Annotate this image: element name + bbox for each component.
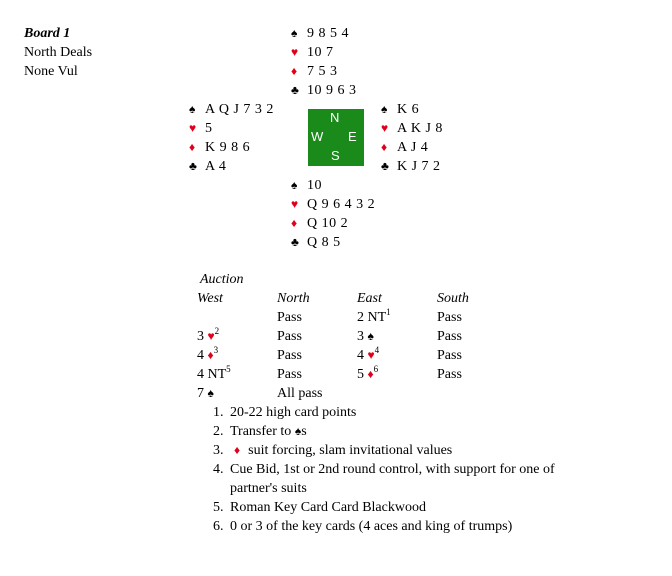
auction-bid: Pass (277, 367, 302, 382)
club-icon: ♣ (291, 83, 299, 97)
heart-icon: ♥ (291, 45, 299, 59)
dealer-label: North Deals (24, 45, 93, 60)
west-diamonds: ♦ K 9 8 6 (189, 140, 251, 155)
compass-south: S (331, 148, 340, 163)
auction-note: partner's suits (230, 481, 307, 496)
auction-bid: 2 $NT^1$ (357, 307, 391, 325)
auction-bid: Pass (437, 310, 462, 325)
auction-bid: 4 $NT^5$ (197, 364, 231, 382)
auction-bid: 3 ♠ (357, 329, 374, 344)
club-icon: ♣ (189, 159, 197, 173)
auction-bid: Pass (277, 329, 302, 344)
south-hearts: ♥ Q 9 6 4 3 2 (291, 197, 376, 212)
south-spades: ♠ 10 (291, 178, 322, 193)
auction-header-east: East (357, 291, 382, 306)
heart-icon: ♥ (381, 121, 389, 135)
west-hand (189, 100, 274, 176)
compass-east: E (348, 129, 357, 144)
auction-bid: Pass (437, 367, 462, 382)
diamond-icon: ♦ (381, 140, 388, 154)
auction-note: 1. 20-22 high card points (213, 405, 357, 420)
auction-title: Auction (200, 272, 244, 287)
auction-bid: Pass (277, 348, 302, 363)
spade-icon: ♠ (189, 102, 196, 116)
heart-icon: ♥ (367, 348, 375, 362)
auction-bid: 4 ♦$^3$ (197, 345, 219, 363)
compass-north: N (330, 110, 340, 125)
east-hearts: ♥ A K J 8 (381, 121, 443, 136)
north-clubs: ♣ 10 9 6 3 (291, 83, 357, 98)
compass-west: W (311, 129, 324, 144)
diamond-icon: ♦ (367, 367, 374, 381)
north-spades: ♠ 9 8 5 4 (291, 26, 349, 41)
board-title: Board 1 (24, 26, 71, 41)
auction-bid: 7 ♠ (197, 386, 214, 401)
auction-bid: 5 ♦$^6$ (357, 364, 379, 382)
spade-icon: ♠ (367, 329, 374, 343)
spade-icon: ♠ (291, 178, 298, 192)
auction-note: 6. 0 or 3 of the key cards (4 aces and king of trumps) (213, 519, 513, 534)
east-clubs: ♣ K J 7 2 (381, 159, 441, 174)
auction-header-west: West (197, 291, 223, 306)
east-diamonds: ♦ A J 4 (381, 140, 429, 155)
auction-note: 4. Cue Bid, 1st or 2nd round control, with support for one of (213, 462, 555, 477)
diamond-icon: ♦ (189, 140, 196, 154)
auction-header-north: North (277, 291, 310, 306)
vulnerability-label: None Vul (24, 64, 78, 79)
auction-bid: 3 ♥$^2$ (197, 326, 220, 344)
auction-header-south: South (437, 291, 469, 306)
auction-bid: 4 ♥$^4$ (357, 345, 380, 363)
diamond-icon: ♦ (291, 64, 298, 78)
east-hand (381, 100, 443, 176)
auction-note: 5. Roman Key Card Card Blackwood (213, 500, 426, 515)
south-hand (291, 176, 375, 252)
west-spades: ♠ A Q J 7 3 2 (189, 102, 274, 117)
diamond-icon: ♦ (291, 216, 298, 230)
north-hand (291, 24, 357, 100)
diamond-icon: ♦ (234, 443, 241, 457)
west-clubs: ♣ A 4 (189, 159, 227, 174)
south-diamonds: ♦ Q 10 2 (291, 216, 349, 231)
south-clubs: ♣ Q 8 5 (291, 235, 341, 250)
heart-icon: ♥ (189, 121, 197, 135)
spade-icon: ♠ (381, 102, 388, 116)
auction-note: 3. ♦ suit forcing, slam invitational values (213, 443, 453, 458)
spade-icon: ♠ (291, 26, 298, 40)
north-hearts: ♥ 10 7 (291, 45, 334, 60)
auction-bid: Pass (437, 348, 462, 363)
compass-box (308, 109, 364, 166)
heart-icon: ♥ (291, 197, 299, 211)
heart-icon: ♥ (207, 329, 215, 343)
club-icon: ♣ (291, 235, 299, 249)
club-icon: ♣ (381, 159, 389, 173)
diamond-icon: ♦ (207, 348, 214, 362)
west-hearts: ♥ 5 (189, 121, 213, 136)
north-diamonds: ♦ 7 5 3 (291, 64, 338, 79)
auction-note: 2. Transfer to ♠s (213, 424, 307, 439)
auction-bid: Pass (437, 329, 462, 344)
auction-bid: All pass (277, 386, 323, 401)
auction-bid: Pass (277, 310, 302, 325)
spade-icon: ♠ (207, 386, 214, 400)
spade-icon: ♠ (294, 424, 302, 438)
east-spades: ♠ K 6 (381, 102, 420, 117)
